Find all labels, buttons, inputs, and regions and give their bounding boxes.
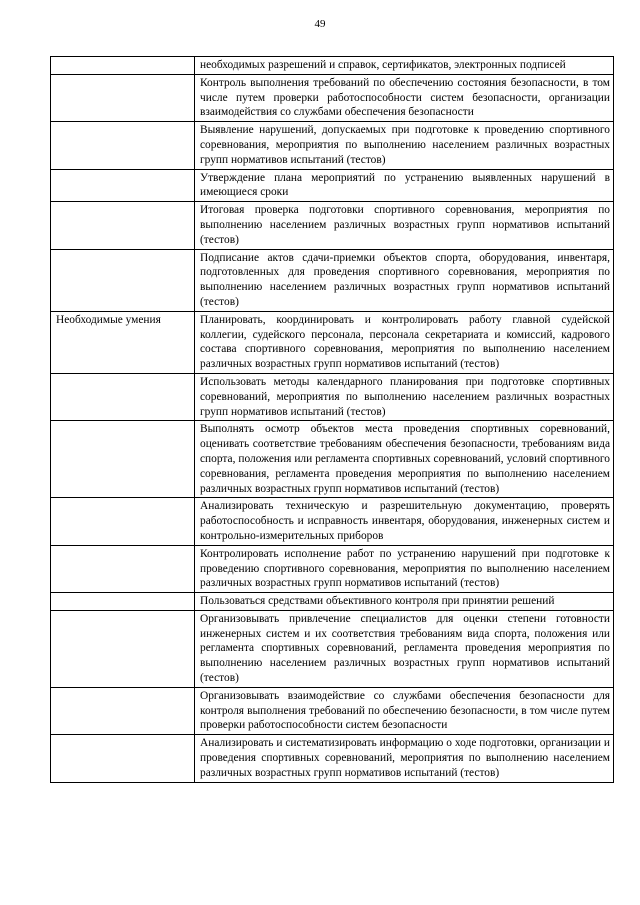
row-label-cell: [51, 74, 195, 121]
row-label-cell: [51, 169, 195, 202]
row-text-cell: Организовывать привлечение специалистов для оценки степени готовности инженерных систем и их соответствия требованиям вида спорта, положения или регламента спортивных соревнований, регламента проведения мероприятия по выполнению населением различных возрастных групп нормативов испытаний (тестов): [195, 610, 614, 687]
table-row: [51, 421, 614, 498]
row-text-cell: Утверждение плана мероприятий по устранению выявленных нарушений в имеющиеся сроки: [195, 169, 614, 202]
row-text-cell: Выполнять осмотр объектов места проведения спортивных соревнований, оценивать соответствие требованиям обеспечения безопасности, требованиям вида спорта, положения или регламента спортивных соревнований, условий спортивного соревнования, регламента проведения мероприятия по выполнению населением различных возрастных групп нормативов испытаний (тестов): [195, 421, 614, 498]
competency-table: [50, 56, 614, 783]
table-row: [51, 687, 614, 734]
row-label-cell: Необходимые умения: [51, 311, 195, 373]
row-text-cell: Анализировать и систематизировать информацию о ходе подготовки, организации и проведения спортивных соревнований, мероприятия по выполнению населением различных возрастных групп нормативов испытаний (тестов): [195, 735, 614, 782]
row-label-cell: [51, 249, 195, 311]
row-label-cell: [51, 545, 195, 592]
row-text-cell: Выявление нарушений, допускаемых при подготовке к проведению спортивного соревнования, мероприятия по выполнению населением различных возрастных групп нормативов испытаний (тестов): [195, 122, 614, 169]
row-label-cell: [51, 610, 195, 687]
row-label-cell: [51, 498, 195, 545]
table-row: [51, 169, 614, 202]
row-label-cell: [51, 57, 195, 75]
row-text-cell: Организовывать взаимодействие со службами обеспечения безопасности для контроля выполнения требований по обеспечению безопасности, в том числе путем проверки работоспособности систем безопасности: [195, 687, 614, 734]
row-text-cell: необходимых разрешений и справок, сертификатов, электронных подписей: [195, 57, 614, 75]
row-text-cell: Использовать методы календарного планирования при подготовке спортивных соревнований, мероприятия по выполнению населением различных возрастных групп нормативов испытаний (тестов): [195, 373, 614, 420]
table-row: [51, 74, 614, 121]
table-row: [51, 498, 614, 545]
row-label-cell: [51, 122, 195, 169]
row-text-cell: Пользоваться средствами объективного контроля при принятии решений: [195, 593, 614, 611]
row-text-cell: Анализировать техническую и разрешительную документацию, проверять работоспособность и исправность инвентаря, оборудования, инженерных систем и контрольно-измерительных приборов: [195, 498, 614, 545]
row-label-cell: [51, 687, 195, 734]
table-row: [51, 735, 614, 782]
table-row: [51, 249, 614, 311]
table-row: [51, 545, 614, 592]
table-row: [51, 202, 614, 249]
row-label-cell: [51, 593, 195, 611]
table-row: [51, 373, 614, 420]
table-row: [51, 593, 614, 611]
row-label-cell: [51, 421, 195, 498]
table-row: [51, 610, 614, 687]
table-row: [51, 122, 614, 169]
page-number: 49: [314, 18, 326, 30]
row-text-cell: Контроль выполнения требований по обеспечению состояния безопасности, в том числе путем проверки работоспособности систем безопасности, организации взаимодействия со службами обеспечения безопасности: [195, 74, 614, 121]
row-text-cell: Подписание актов сдачи-приемки объектов спорта, оборудования, инвентаря, подготовленных для проведения спортивного соревнования, мероприятия по выполнению населением различных возрастных групп нормативов испытаний (тестов): [195, 249, 614, 311]
row-label-cell: [51, 202, 195, 249]
row-text-cell: Планировать, координировать и контролировать работу главной судейской коллегии, судейского персонала, персонала секретариата и комиссий, кадрового состава спортивного соревнования, мероприятия по выполнению населением различных возрастных групп нормативов испытаний (тестов): [195, 311, 614, 373]
row-text-cell: Контролировать исполнение работ по устранению нарушений при подготовке к проведению спортивного соревнования, мероприятия по выполнению населением различных возрастных групп нормативов испытаний (тестов): [195, 545, 614, 592]
row-text-cell: Итоговая проверка подготовки спортивного соревнования, мероприятия по выполнению населением различных возрастных групп нормативов испытаний (тестов): [195, 202, 614, 249]
table-row: [51, 311, 614, 373]
row-label-cell: [51, 373, 195, 420]
table-row: [51, 57, 614, 75]
row-label-cell: [51, 735, 195, 782]
